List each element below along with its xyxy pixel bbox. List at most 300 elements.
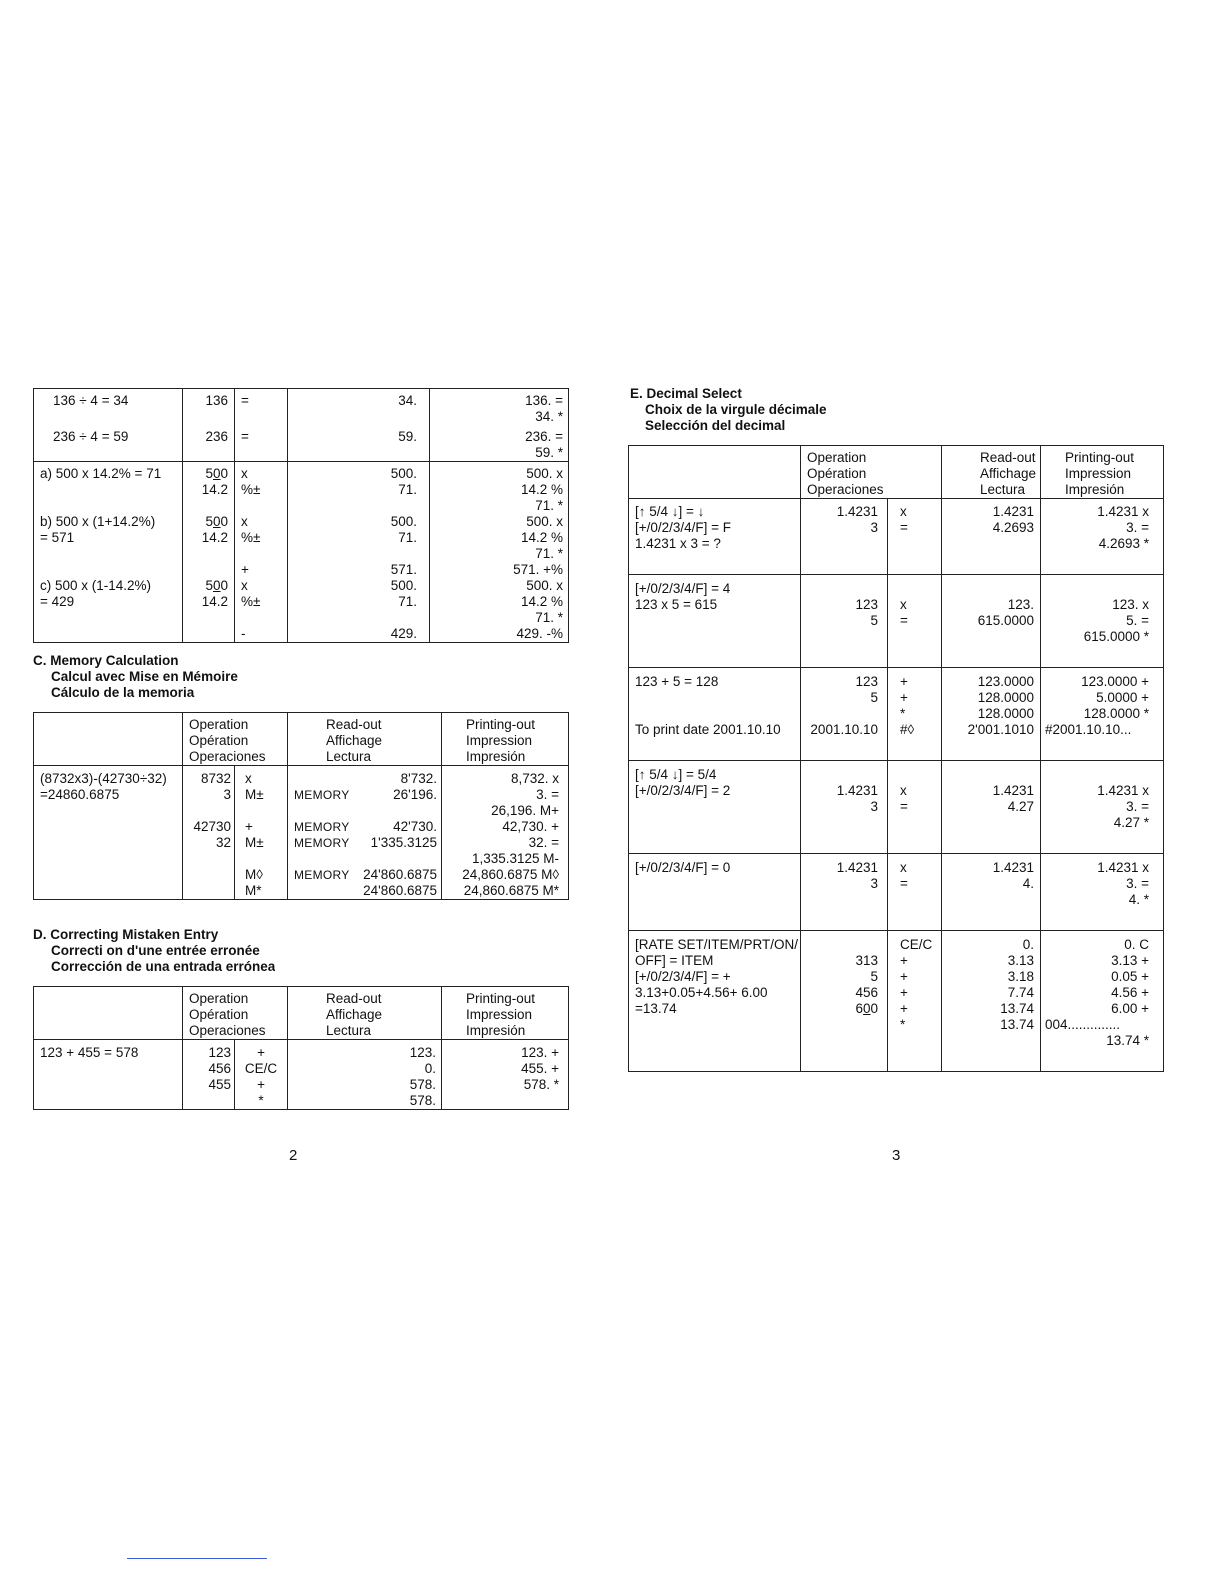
cell-line: 5 xyxy=(870,690,878,705)
cell-line: 14.2 xyxy=(201,594,228,609)
cell-line: x xyxy=(900,783,907,798)
cell-line xyxy=(801,536,878,552)
cell-line: [+/0/2/3/4/F] = 0 xyxy=(635,860,731,875)
cell-line xyxy=(635,690,800,706)
cell-line xyxy=(801,1033,878,1049)
cell-line xyxy=(942,629,1034,645)
cell-line: 500. x xyxy=(526,466,563,481)
cell-line: + xyxy=(900,674,908,689)
cell-line xyxy=(801,767,878,783)
cell-line: 71. xyxy=(398,482,417,497)
cell-line: Printing-out xyxy=(1065,450,1135,465)
cell-line: 3. = xyxy=(1126,520,1150,535)
cell-line xyxy=(900,645,941,661)
cell-line xyxy=(635,645,800,661)
cell-line: %± xyxy=(241,594,261,609)
memory-calculation-table xyxy=(33,712,569,900)
cell-line: + xyxy=(900,1001,908,1016)
cell-line xyxy=(241,610,287,626)
cell-line xyxy=(801,831,878,847)
table-row xyxy=(629,761,1164,854)
cell-line xyxy=(1045,908,1149,924)
cell-line xyxy=(635,738,800,754)
cell-line: =24860.6875 xyxy=(40,787,120,802)
cell-line: [+/0/2/3/4/F] = F xyxy=(635,520,732,535)
cell-line: 5 xyxy=(870,613,878,628)
cell-line: 4.2693 * xyxy=(1098,536,1150,551)
cell-line: + xyxy=(257,1077,265,1092)
cell-line: - xyxy=(241,626,246,641)
cell-line xyxy=(942,892,1034,908)
cell-line xyxy=(183,626,228,642)
cell-line: 14.2 % xyxy=(520,530,563,545)
cell-line: 1.4231 xyxy=(836,504,878,519)
cell-line: 3.18 xyxy=(1007,969,1035,984)
cell-line: 123. xyxy=(409,1045,437,1060)
section-c-title: C. Memory Calculation xyxy=(33,653,179,668)
cell-line: 24,860.6875 M* xyxy=(463,883,560,898)
readout-line xyxy=(294,851,437,867)
cell-line xyxy=(900,1049,941,1065)
cell-line: 59. xyxy=(398,429,417,444)
cell-line: 7.74 xyxy=(1007,985,1035,1000)
cell-line: + xyxy=(900,969,908,984)
cell-line: 32 xyxy=(215,835,231,850)
section-c-subtitle-fr: Calcul avec Mise en Mémoire xyxy=(51,669,238,684)
cell-line: 6.00 + xyxy=(1111,1001,1150,1016)
cell-line: 123 + 5 = 128 xyxy=(635,674,719,689)
cell-line xyxy=(942,815,1034,831)
decimal-select-table xyxy=(628,445,1164,1072)
cell-line xyxy=(1045,645,1149,661)
section-d-heading xyxy=(33,927,275,975)
cell-line: x xyxy=(900,504,907,519)
cell-line: Opération xyxy=(807,466,867,481)
cell-line: c) 500 x (1-14.2%) xyxy=(40,578,152,593)
cell-line: a) 500 x 14.2% = 71 xyxy=(40,466,162,481)
readout-value: 8'732. xyxy=(400,771,438,786)
cell-line: 004.............. xyxy=(1045,1017,1121,1032)
cell-line xyxy=(245,851,287,867)
cell-line xyxy=(442,1093,559,1109)
cell-line: 8732 xyxy=(200,771,231,786)
cell-line: 4.27 xyxy=(1007,799,1035,814)
cell-line: * xyxy=(900,706,906,721)
cell-line: 34. xyxy=(398,393,417,408)
cell-line xyxy=(942,1049,1034,1065)
readout-value: 1'335.3125 xyxy=(370,835,438,850)
table-row xyxy=(34,1040,569,1110)
cell-line: Impression xyxy=(1065,466,1132,481)
cell-line: x xyxy=(241,466,248,481)
cell-line: 4.27 * xyxy=(1113,815,1150,830)
cell-line: 1.4231 x 3 = ? xyxy=(635,536,721,551)
cell-line xyxy=(1045,581,1149,597)
cell-line xyxy=(40,610,182,626)
table-row xyxy=(34,766,569,900)
cell-line: 2001.10.10 xyxy=(810,722,878,737)
readout-line xyxy=(294,883,437,899)
cell-line: 615.0000 xyxy=(977,613,1035,628)
cell-line xyxy=(635,831,800,847)
cell-line: 14.2 xyxy=(201,530,228,545)
cell-line: 456 xyxy=(208,1061,231,1076)
cell-line: 5 xyxy=(870,969,878,984)
cell-line: 42,730. + xyxy=(502,819,560,834)
cell-line: + xyxy=(900,985,908,1000)
cell-line: 123 xyxy=(855,597,878,612)
cell-line: 4. * xyxy=(1128,892,1150,907)
cell-line: Read-out xyxy=(326,991,382,1006)
cell-line: 1.4231 xyxy=(992,860,1035,875)
cell-line xyxy=(1045,767,1149,783)
cell-line: M± xyxy=(245,787,264,802)
cell-line xyxy=(241,546,287,562)
table-header-row xyxy=(629,446,1164,499)
cell-line: 1.4231 xyxy=(992,504,1035,519)
cell-line: = xyxy=(900,520,908,535)
section-d-subtitle-fr: Correcti on d'une entrée erronée xyxy=(51,943,260,958)
cell-line: 236 xyxy=(205,429,228,444)
cell-line: %± xyxy=(241,530,261,545)
section-e-subtitle-es: Selección del decimal xyxy=(645,418,786,433)
cell-line: 136 ÷ 4 = 34 xyxy=(53,393,129,408)
cell-line: 4.2693 xyxy=(992,520,1035,535)
cell-line: Operaciones xyxy=(189,749,266,764)
table-header-row xyxy=(34,987,569,1040)
cell-line xyxy=(1045,831,1149,847)
section-c-heading xyxy=(33,653,238,701)
cell-line: 578. * xyxy=(523,1077,560,1092)
section-e-heading xyxy=(630,386,827,434)
cell-line xyxy=(183,867,231,883)
cell-line: 1.4231 x xyxy=(1097,504,1150,519)
cell-line: Affichage xyxy=(326,733,383,748)
cell-line: 3 xyxy=(870,799,878,814)
cell-line xyxy=(635,706,800,722)
cell-line: [+/0/2/3/4/F] = + xyxy=(635,969,731,984)
table-row xyxy=(629,499,1164,575)
cell-line xyxy=(900,767,941,783)
cell-line: 123 + 455 = 578 xyxy=(40,1045,139,1060)
cell-line: Impresión xyxy=(466,749,526,764)
cell-line: (8732x3)-(42730÷32) xyxy=(40,771,167,786)
cell-line xyxy=(942,645,1034,661)
cell-line: [↑ 5/4 ↓] = ↓ xyxy=(635,504,705,519)
cell-line: 3. = xyxy=(1126,799,1150,814)
cell-line xyxy=(635,908,800,924)
cell-line: Lectura xyxy=(326,749,372,764)
cell-line: Read-out xyxy=(326,717,382,732)
cell-line: 3 xyxy=(870,876,878,891)
cell-line xyxy=(942,581,1034,597)
cell-line xyxy=(40,562,182,578)
memory-indicator: MEMORY xyxy=(294,836,350,850)
cell-line: Operation xyxy=(807,450,867,465)
cell-line: 24,860.6875 M◊ xyxy=(462,867,560,882)
cell-line xyxy=(942,1033,1034,1049)
cell-line: Impression xyxy=(466,1007,533,1022)
cell-line: 429. -% xyxy=(516,626,563,641)
cell-line: 123 xyxy=(855,674,878,689)
cell-line xyxy=(1045,738,1149,754)
cell-line: Printing-out xyxy=(466,991,536,1006)
cell-line: CE/C xyxy=(900,937,933,952)
cell-line xyxy=(900,908,941,924)
readout-value: 24'860.6875 xyxy=(363,867,438,882)
cell-line: Lectura xyxy=(326,1023,372,1038)
cell-line: 3. = xyxy=(536,787,560,802)
cell-line: Affichage xyxy=(326,1007,383,1022)
cell-line xyxy=(40,482,182,498)
table-row xyxy=(629,575,1164,668)
cell-line: 4. xyxy=(1022,876,1035,891)
cell-line xyxy=(801,937,878,953)
cell-line xyxy=(288,610,417,626)
table-header-row xyxy=(34,713,569,766)
cell-line: 26,196. M+ xyxy=(491,803,560,818)
cell-line: x xyxy=(900,597,907,612)
cell-line: M* xyxy=(245,883,262,898)
cell-line: 571. +% xyxy=(513,562,563,577)
cell-line: 0. xyxy=(1022,937,1035,952)
cell-line: 4.56 + xyxy=(1111,985,1150,1000)
cell-line: Lectura xyxy=(980,482,1026,497)
cell-line: 71. xyxy=(398,530,417,545)
cell-line xyxy=(635,613,800,629)
cell-line: 500. xyxy=(390,514,417,529)
cell-line: 34. * xyxy=(535,409,563,424)
cell-line: 1.4231 x xyxy=(1097,783,1150,798)
cell-line xyxy=(245,803,287,819)
cell-line xyxy=(801,581,878,597)
cell-line xyxy=(635,1017,800,1033)
correcting-entry-table xyxy=(33,986,569,1110)
page-number-right: 3 xyxy=(892,1147,901,1164)
cell-line: 71. * xyxy=(535,498,563,513)
cell-line xyxy=(900,552,941,568)
cell-line xyxy=(40,626,182,642)
footer-rule xyxy=(127,1558,267,1559)
cell-line: #◊ xyxy=(900,722,915,737)
cell-line xyxy=(183,1093,231,1109)
readout-value: 42'730. xyxy=(393,819,438,834)
cell-line xyxy=(801,1049,878,1065)
cell-line: Opération xyxy=(189,1007,249,1022)
cell-line: M± xyxy=(245,835,264,850)
cell-line: 500 xyxy=(205,578,228,593)
cell-line: 5.0000 + xyxy=(1096,690,1150,705)
cell-line xyxy=(942,552,1034,568)
cell-line: = 429 xyxy=(40,594,75,609)
table-row xyxy=(629,931,1164,1072)
cell-line: Impresión xyxy=(1065,482,1125,497)
cell-line: 0. xyxy=(424,1061,437,1076)
cell-line: 3.13 + xyxy=(1111,953,1150,968)
cell-line: 1,335.3125 M- xyxy=(471,851,560,866)
cell-line: x xyxy=(900,860,907,875)
cell-line xyxy=(801,738,878,754)
cell-line: Opération xyxy=(189,733,249,748)
cell-line: 59. * xyxy=(535,445,563,460)
cell-line xyxy=(183,610,228,626)
cell-line xyxy=(1045,552,1149,568)
cell-line xyxy=(801,815,878,831)
cell-line: 14.2 % xyxy=(520,594,563,609)
cell-line: Impression xyxy=(466,733,533,748)
cell-line xyxy=(183,498,228,514)
cell-line: 136. = xyxy=(525,393,563,408)
table-row xyxy=(629,668,1164,761)
cell-line xyxy=(900,1033,941,1049)
cell-line: OFF] = ITEM xyxy=(635,953,714,968)
cell-line xyxy=(900,892,941,908)
readout-value: 26'196. xyxy=(393,787,438,802)
cell-line: To print date 2001.10.10 xyxy=(635,722,781,737)
cell-line: 455 xyxy=(208,1077,231,1092)
cell-line: 14.2 % xyxy=(520,482,563,497)
section-c-subtitle-es: Cálculo de la memoria xyxy=(51,685,195,700)
cell-line: Affichage xyxy=(980,466,1037,481)
cell-line xyxy=(900,738,941,754)
cell-line: x xyxy=(245,771,252,786)
cell-line: 1.4231 xyxy=(836,783,878,798)
cell-line: 3.13 xyxy=(1007,953,1035,968)
cell-line xyxy=(900,536,941,552)
cell-line: 5. = xyxy=(1126,613,1150,628)
cell-line: 13.74 * xyxy=(1106,1033,1150,1048)
cell-line: b) 500 x (1+14.2%) xyxy=(40,514,156,529)
cell-line: 128.0000 xyxy=(977,706,1035,721)
cell-line xyxy=(183,546,228,562)
cell-line: * xyxy=(258,1093,264,1108)
cell-line: 13.74 xyxy=(1000,1001,1035,1016)
cell-line: x xyxy=(241,514,248,529)
cell-line: Operation xyxy=(189,717,249,732)
cell-line: x xyxy=(241,578,248,593)
cell-line: 128.0000 * xyxy=(1083,706,1150,721)
cell-line: 3. = xyxy=(1126,876,1150,891)
cell-line: 3 xyxy=(223,787,231,802)
cell-line: * xyxy=(900,1017,906,1032)
cell-line: 0.05 + xyxy=(1111,969,1150,984)
cell-line: [+/0/2/3/4/F] = 4 xyxy=(635,581,731,596)
cell-line: = xyxy=(900,799,908,814)
section-d-title: D. Correcting Mistaken Entry xyxy=(33,927,219,942)
cell-line: [+/0/2/3/4/F] = 2 xyxy=(635,783,731,798)
cell-line: = xyxy=(241,429,249,444)
cell-line: 136 xyxy=(205,393,228,408)
cell-line: 455. + xyxy=(521,1061,560,1076)
cell-line xyxy=(900,629,941,645)
cell-line xyxy=(635,629,800,645)
cell-line: 32. = xyxy=(528,835,560,850)
cell-line: #2001.10.10... xyxy=(1045,722,1132,737)
cell-line: + xyxy=(241,562,249,577)
cell-line: 2'001.1010 xyxy=(967,722,1035,737)
table-row xyxy=(34,462,569,643)
cell-line: 571. xyxy=(390,562,417,577)
cell-line: 578. xyxy=(409,1077,437,1092)
memory-indicator: MEMORY xyxy=(294,868,350,882)
section-e-subtitle-fr: Choix de la virgule décimale xyxy=(645,402,827,417)
cell-line: 123 x 5 = 615 xyxy=(635,597,718,612)
cell-line xyxy=(40,546,182,562)
cell-line: Operaciones xyxy=(807,482,884,497)
readout-line xyxy=(294,819,437,835)
cell-line: 1.4231 xyxy=(992,783,1035,798)
cell-line: 123. x xyxy=(1112,597,1150,612)
cell-line xyxy=(183,562,228,578)
readout-line xyxy=(294,803,437,819)
cell-line xyxy=(801,645,878,661)
memory-indicator: MEMORY xyxy=(294,820,350,834)
cell-line: 600 xyxy=(855,1001,878,1016)
cell-line: M◊ xyxy=(245,867,263,882)
cell-line xyxy=(900,831,941,847)
cell-line xyxy=(635,799,800,815)
table-row xyxy=(34,389,569,426)
cell-line: 123 xyxy=(208,1045,231,1060)
cell-line: [↑ 5/4 ↓] = 5/4 xyxy=(635,767,717,782)
cell-line: 123. + xyxy=(521,1045,560,1060)
cell-line: 578. xyxy=(409,1093,437,1108)
cell-line: 71. xyxy=(398,594,417,609)
readout-line xyxy=(294,835,437,851)
cell-line: = 571 xyxy=(40,530,75,545)
cell-line xyxy=(801,706,878,722)
cell-line xyxy=(288,546,417,562)
cell-line xyxy=(241,498,287,514)
cell-line: 3 xyxy=(870,520,878,535)
cell-line xyxy=(942,536,1034,552)
cell-line: 0. C xyxy=(1124,937,1150,952)
cell-line: 456 xyxy=(855,985,878,1000)
cell-line xyxy=(801,892,878,908)
cell-line: 123.0000 xyxy=(977,674,1035,689)
cell-line: Impresión xyxy=(466,1023,526,1038)
cell-line xyxy=(635,876,800,892)
readout-value: 24'860.6875 xyxy=(363,883,438,898)
cell-line xyxy=(635,892,800,908)
cell-line xyxy=(942,831,1034,847)
cell-line: 500. xyxy=(390,466,417,481)
cell-line: 1.4231 x xyxy=(1097,860,1150,875)
readout-line xyxy=(294,787,437,803)
cell-line xyxy=(900,581,941,597)
cell-line: 8,732. x xyxy=(510,771,560,786)
cell-line: 313 xyxy=(855,953,878,968)
cell-line xyxy=(183,883,231,899)
cell-line: 500 xyxy=(205,514,228,529)
cell-line: 500. x xyxy=(526,578,563,593)
cell-line xyxy=(635,1049,800,1065)
cell-line: = xyxy=(900,876,908,891)
section-e-title: E. Decimal Select xyxy=(630,386,742,401)
readout-line xyxy=(294,771,437,787)
cell-line: 500. xyxy=(390,578,417,593)
cell-line: 615.0000 * xyxy=(1083,629,1150,644)
cell-line: 13.74 xyxy=(1000,1017,1035,1032)
cell-line: CE/C xyxy=(244,1061,278,1076)
cell-line: 236 ÷ 4 = 59 xyxy=(53,429,129,444)
cell-line xyxy=(183,851,231,867)
cell-line xyxy=(801,1017,878,1033)
cell-line: + xyxy=(245,819,253,834)
cell-line: 123.0000 + xyxy=(1081,674,1150,689)
page-number-left: 2 xyxy=(289,1147,298,1164)
cell-line: 14.2 xyxy=(201,482,228,497)
